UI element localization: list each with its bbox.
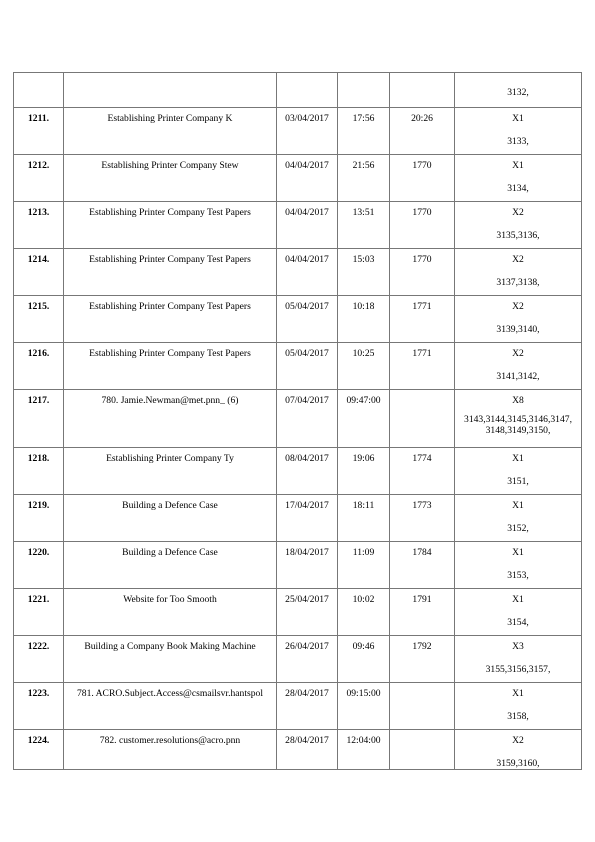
- entry-reference: 1792: [390, 636, 455, 683]
- entry-item-ids: 3143,3144,3145,3146,3147, 3148,3149,3150,: [464, 414, 572, 436]
- entry-items: [455, 495, 582, 542]
- entry-items: [455, 730, 582, 770]
- table-row: [14, 202, 582, 249]
- table-row: [14, 448, 582, 495]
- table-row: [14, 730, 582, 770]
- entry-description: Establishing Printer Company Ty: [64, 448, 277, 495]
- entry-quantity: X8: [512, 395, 524, 406]
- entry-item-ids: 3151,: [507, 476, 529, 487]
- entry-items: [455, 589, 582, 636]
- entry-reference: 1770: [390, 249, 455, 296]
- entry-quantity: X1: [512, 500, 524, 511]
- entry-number: 1223.: [14, 683, 64, 730]
- entry-item-ids: 3153,: [507, 570, 529, 581]
- entry-reference: 20:26: [390, 108, 455, 155]
- entry-description: 782. customer.resolutions@acro.pnn: [64, 730, 277, 770]
- entry-date: 04/04/2017: [277, 155, 338, 202]
- entry-number: 1212.: [14, 155, 64, 202]
- entry-reference: [390, 73, 455, 108]
- entry-items: [455, 155, 582, 202]
- entry-time: 18:11: [338, 495, 390, 542]
- entry-reference: 1771: [390, 343, 455, 390]
- entry-item-ids: 3154,: [507, 617, 529, 628]
- entry-items: [455, 448, 582, 495]
- table-row: [14, 249, 582, 296]
- entry-item-ids: 3158,: [507, 711, 529, 722]
- entry-item-ids: 3155,3156,3157,: [485, 664, 551, 675]
- entry-number: 1216.: [14, 343, 64, 390]
- entry-reference: [390, 390, 455, 448]
- entry-time: 11:09: [338, 542, 390, 589]
- entry-time: 10:18: [338, 296, 390, 343]
- entry-time: 13:51: [338, 202, 390, 249]
- table-row: [14, 589, 582, 636]
- entry-description: Establishing Printer Company K: [64, 108, 277, 155]
- entry-number: 1222.: [14, 636, 64, 683]
- table-row: [14, 683, 582, 730]
- entry-items: [455, 296, 582, 343]
- entry-date: 04/04/2017: [277, 249, 338, 296]
- entry-item-ids: 3159,3160,: [496, 758, 540, 769]
- entry-number: 1219.: [14, 495, 64, 542]
- entry-quantity: X1: [512, 160, 524, 171]
- entry-item-ids: 3135,3136,: [496, 230, 540, 241]
- entry-item-ids: 3133,: [507, 136, 529, 147]
- entry-number: 1211.: [14, 108, 64, 155]
- log-table-body: [14, 73, 582, 770]
- entry-reference: 1774: [390, 448, 455, 495]
- entry-items: [455, 683, 582, 730]
- entry-item-ids: 3134,: [507, 183, 529, 194]
- entry-time: 09:15:00: [338, 683, 390, 730]
- entry-item-ids: 3139,3140,: [496, 324, 540, 335]
- entry-quantity: X1: [512, 453, 524, 464]
- entry-time: 09:46: [338, 636, 390, 683]
- entry-time: 10:25: [338, 343, 390, 390]
- entry-description: Establishing Printer Company Test Papers: [64, 343, 277, 390]
- entry-date: 08/04/2017: [277, 448, 338, 495]
- table-row: [14, 343, 582, 390]
- entry-reference: [390, 683, 455, 730]
- table-row: [14, 636, 582, 683]
- entry-item-ids: 3141,3142,: [496, 371, 540, 382]
- entry-number: 1224.: [14, 730, 64, 770]
- entry-items: [455, 73, 582, 108]
- entry-time: 17:56: [338, 108, 390, 155]
- entry-quantity: X3: [512, 641, 524, 652]
- entry-date: 28/04/2017: [277, 730, 338, 770]
- table-row: [14, 155, 582, 202]
- entry-quantity: X1: [512, 688, 524, 699]
- entry-items: [455, 390, 582, 448]
- entry-reference: 1791: [390, 589, 455, 636]
- entry-date: 04/04/2017: [277, 202, 338, 249]
- entry-date: 03/04/2017: [277, 108, 338, 155]
- entry-description: Establishing Printer Company Test Papers: [64, 202, 277, 249]
- entry-reference: [390, 730, 455, 770]
- entry-time: 21:56: [338, 155, 390, 202]
- entry-quantity: X2: [512, 348, 524, 359]
- entry-time: 10:02: [338, 589, 390, 636]
- entry-number: 1214.: [14, 249, 64, 296]
- entry-date: 05/04/2017: [277, 296, 338, 343]
- table-row: [14, 542, 582, 589]
- entry-description: Building a Defence Case: [64, 495, 277, 542]
- entry-reference: 1770: [390, 202, 455, 249]
- entry-number: [14, 73, 64, 108]
- entry-quantity: X2: [512, 735, 524, 746]
- entry-time: 15:03: [338, 249, 390, 296]
- entry-items: [455, 636, 582, 683]
- entry-description: Establishing Printer Company Test Papers: [64, 249, 277, 296]
- entry-description: Establishing Printer Company Test Papers: [64, 296, 277, 343]
- entry-reference: 1771: [390, 296, 455, 343]
- entry-description: Establishing Printer Company Stew: [64, 155, 277, 202]
- table-row: [14, 495, 582, 542]
- entry-description: Building a Defence Case: [64, 542, 277, 589]
- entry-time: [338, 73, 390, 108]
- entry-quantity: X2: [512, 207, 524, 218]
- entry-description: Building a Company Book Making Machine: [64, 636, 277, 683]
- entry-number: 1218.: [14, 448, 64, 495]
- entry-date: 05/04/2017: [277, 343, 338, 390]
- entry-number: 1213.: [14, 202, 64, 249]
- entry-date: 18/04/2017: [277, 542, 338, 589]
- table-row: [14, 73, 582, 108]
- entry-number: 1221.: [14, 589, 64, 636]
- entry-items: [455, 542, 582, 589]
- entry-date: 26/04/2017: [277, 636, 338, 683]
- entry-date: [277, 73, 338, 108]
- log-table: [13, 72, 582, 770]
- table-row: [14, 390, 582, 448]
- entry-number: 1220.: [14, 542, 64, 589]
- entry-reference: 1784: [390, 542, 455, 589]
- entry-item-ids: 3132,: [507, 87, 529, 98]
- entry-date: 28/04/2017: [277, 683, 338, 730]
- entry-quantity: X1: [512, 113, 524, 124]
- entry-item-ids: 3137,3138,: [496, 277, 540, 288]
- entry-reference: 1770: [390, 155, 455, 202]
- table-row: [14, 108, 582, 155]
- entry-date: 07/04/2017: [277, 390, 338, 448]
- entry-quantity: X1: [512, 594, 524, 605]
- entry-items: [455, 249, 582, 296]
- entry-items: [455, 343, 582, 390]
- entry-items: [455, 202, 582, 249]
- entry-date: 17/04/2017: [277, 495, 338, 542]
- entry-date: 25/04/2017: [277, 589, 338, 636]
- entry-number: 1217.: [14, 390, 64, 448]
- entry-items: [455, 108, 582, 155]
- entry-description: 781. ACRO.Subject.Access@csmailsvr.hantspol: [64, 683, 277, 730]
- entry-description: Website for Too Smooth: [64, 589, 277, 636]
- entry-description: 780. Jamie.Newman@met.pnn_ (6): [64, 390, 277, 448]
- table-row: [14, 296, 582, 343]
- entry-time: 19:06: [338, 448, 390, 495]
- entry-quantity: X1: [512, 547, 524, 558]
- entry-quantity: X2: [512, 254, 524, 265]
- entry-description: [64, 73, 277, 108]
- entry-item-ids: 3152,: [507, 523, 529, 534]
- entry-reference: 1773: [390, 495, 455, 542]
- entry-quantity: X2: [512, 301, 524, 312]
- entry-time: 12:04:00: [338, 730, 390, 770]
- entry-number: 1215.: [14, 296, 64, 343]
- entry-time: 09:47:00: [338, 390, 390, 448]
